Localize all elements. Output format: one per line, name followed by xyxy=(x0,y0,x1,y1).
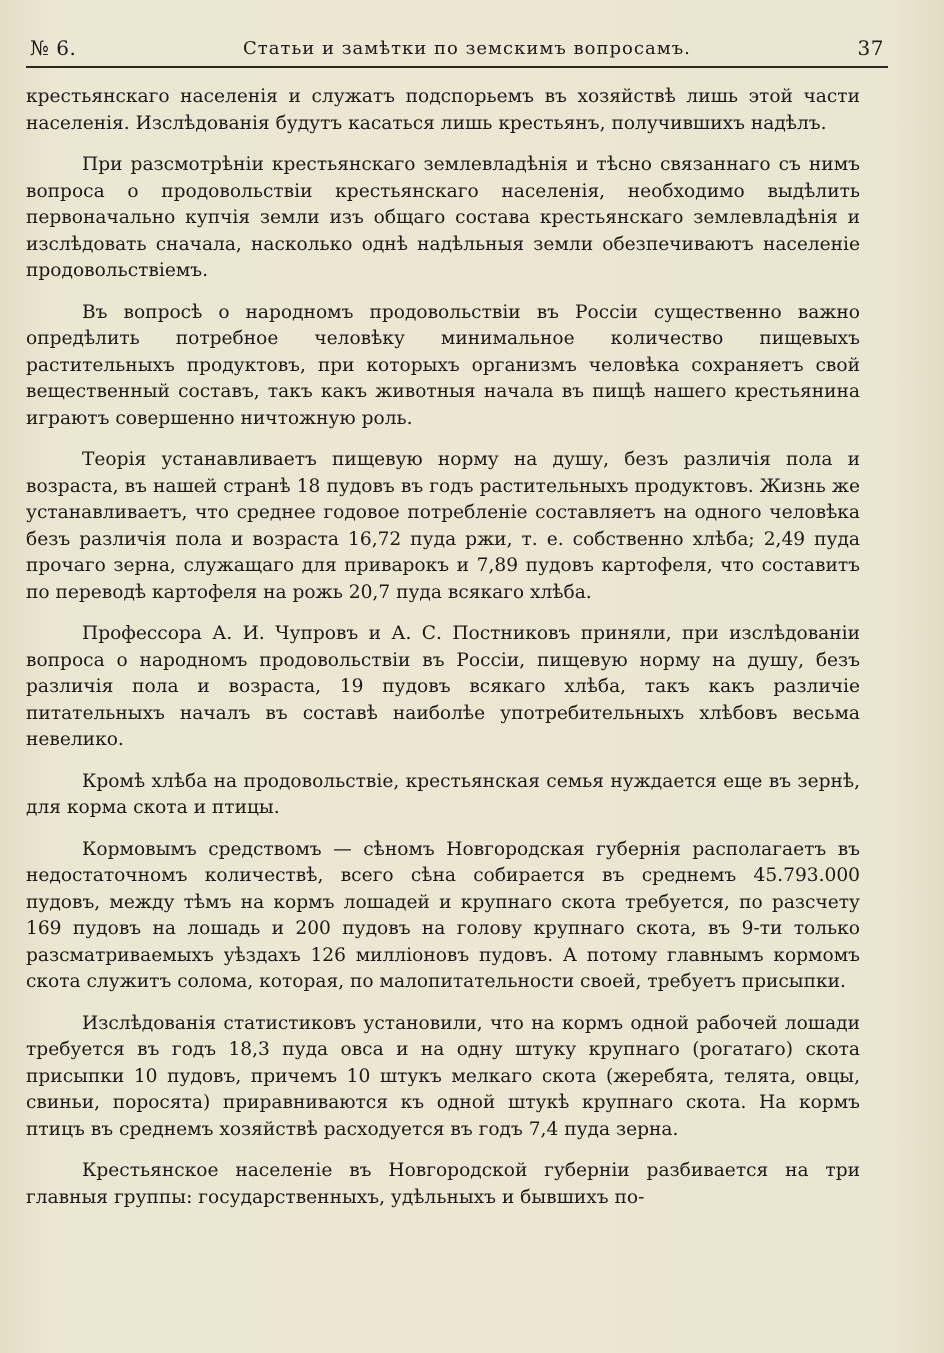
paragraph: Профессора А. И. Чупровъ и А. С. Постниковъ приняли, при изслѣдованіи вопроса о народномъ продовольствіи въ Россіи, пищевую норму на душу, безъ различія пола и возраста, 19 пудовъ всякаго хлѣба, такъ какъ различіе питательныхъ началъ въ составѣ наиболѣе употребительныхъ хлѣбовъ весьма невелико. xyxy=(26,623,860,750)
header-rule xyxy=(26,66,888,68)
running-title: Статьи и замѣтки по земскимъ вопросамъ. xyxy=(243,37,691,59)
paragraph: Кромѣ хлѣба на продовольствіе, крестьянская семья нуждается еще въ зернѣ, для корма скота и птицы. xyxy=(26,770,860,818)
paragraph: крестьянскаго населенія и служатъ подспорьемъ въ хозяйствѣ лишь этой части населенія. Изслѣдованія будутъ касаться лишь крестьянъ, получившихъ надѣлъ. xyxy=(26,86,860,134)
issue-number: № 6. xyxy=(30,36,77,60)
paragraph: Изслѣдованія статистиковъ установили, что на кормъ одной рабочей лошади требуется въ годъ 18,3 пуда овса и на одну штуку крупнаго (рогатаго) скота присыпки 10 пудовъ, причемъ 10 штукъ мелкаго скота (жеребята, телята, овцы, свиньи, поросята) приравниваются къ одной штукѣ крупнаго скота. На кормъ птицъ въ среднемъ хозяйствѣ расходуется въ годъ 7,4 пуда зерна. xyxy=(26,1012,860,1140)
page-number: 37 xyxy=(857,36,884,60)
body-text xyxy=(26,84,860,1226)
paragraph: Кормовымъ средствомъ — сѣномъ Новгородская губернія располагаетъ въ недостаточномъ количествѣ, всего сѣна собирается въ среднемъ 45.793.000 пудовъ, между тѣмъ на кормъ лошадей и крупнаго скота требуется, по разсчету 169 пудовъ на лошадь и 200 пудовъ на голову крупнаго скота, въ 9-ти только разсматриваемыхъ уѣздахъ 126 милліоновъ пудовъ. А потому главнымъ кормомъ скота служитъ солома, которая, по малопитательности своей, требуетъ присыпки. xyxy=(26,838,860,992)
paragraph: Теорія устанавливаетъ пищевую норму на душу, безъ различія пола и возраста, въ нашей странѣ 18 пудовъ въ годъ растительныхъ продуктовъ. Жизнь же устанавливаетъ, что среднее годовое потребленіе составляетъ на одного человѣка безъ различія пола и возраста 16,72 пуда ржи, т. е. собственно хлѣба; 2,49 пуда прочаго зерна, служащаго для приварокъ и 7,89 пудовъ картофеля, что составитъ по переводѣ картофеля на рожь 20,7 пуда всякаго хлѣба. xyxy=(26,449,860,603)
paragraph: Крестьянское населеніе въ Новгородской губерніи разбивается на три главныя группы: государственныхъ, удѣльныхъ и бывшихъ по- xyxy=(26,1160,860,1208)
paragraph: При разсмотрѣніи крестьянскаго землевладѣнія и тѣсно связаннаго съ нимъ вопроса о продовольствіи крестьянскаго населенія, необходимо выдѣлить первоначально купчія земли изъ общаго состава крестьянскаго землевладѣнія и изслѣдовать сначала, насколько однѣ надѣльныя земли обезпечиваютъ населеніе продовольствіемъ. xyxy=(26,154,860,281)
paragraph: Въ вопросѣ о народномъ продовольствіи въ Россіи существенно важно опредѣлить потребное человѣку минимальное количество пищевыхъ растительныхъ продуктовъ, при которыхъ организмъ человѣка сохраняетъ свой вещественный составъ, такъ какъ животныя начала въ пищѣ нашего крестьянина играютъ совершенно ничтожную роль. xyxy=(26,301,860,429)
running-header xyxy=(30,32,884,64)
